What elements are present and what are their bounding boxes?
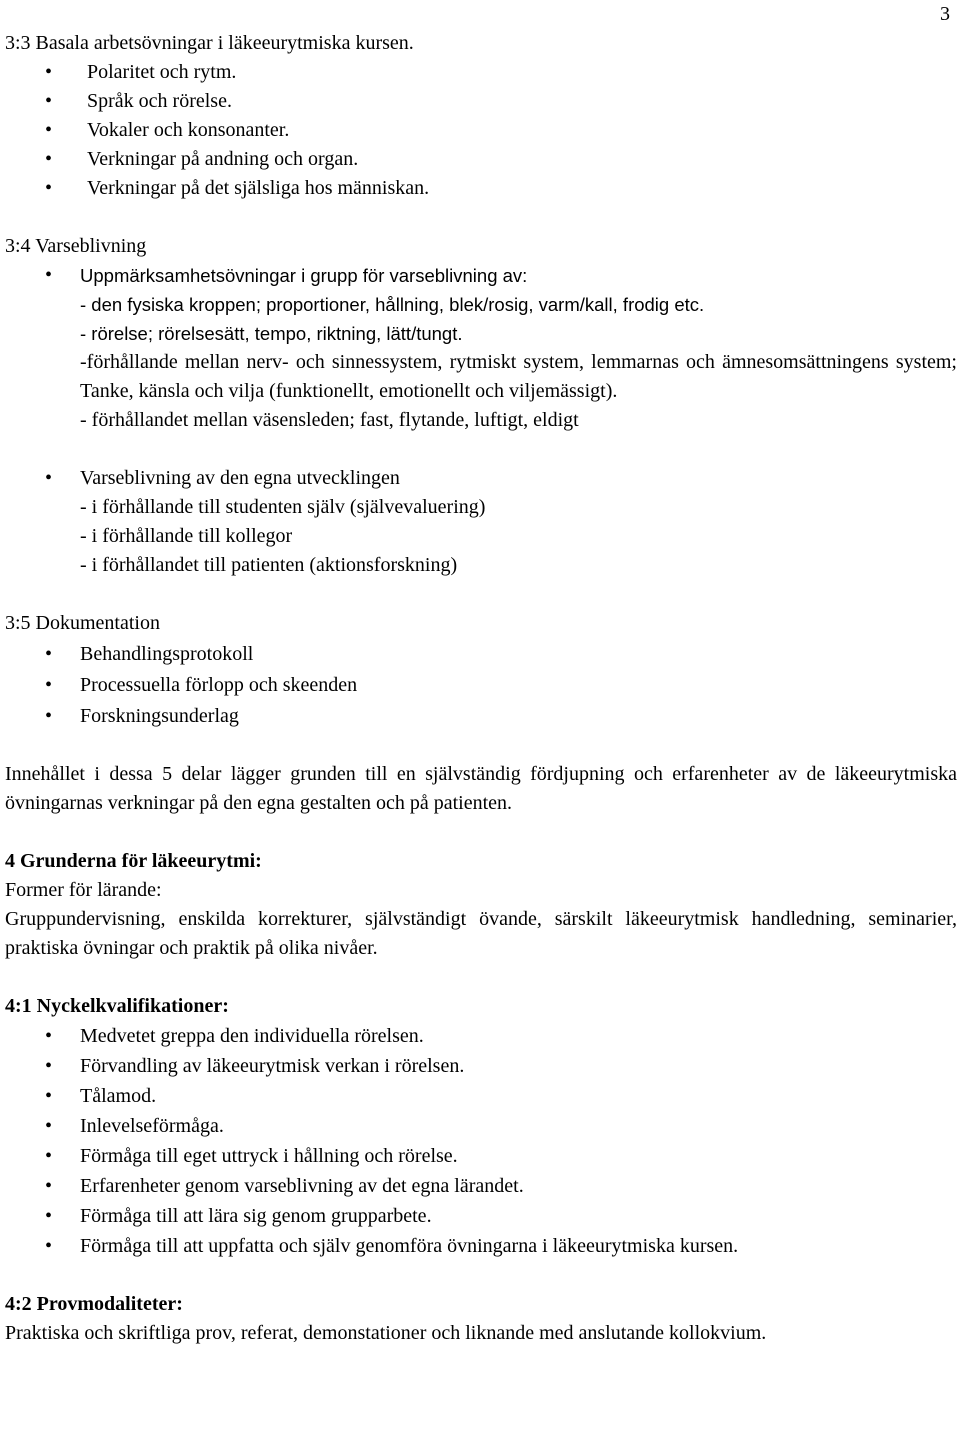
section-4-text: Gruppundervisning, enskilda korrekturer, självständigt övande, särskilt läkeeurytmisk handledning, seminarier, praktiska övningar och praktik på olika nivåer.	[5, 908, 957, 959]
bullet-icon: •	[45, 1235, 53, 1257]
list-item: • Medvetet greppa den individuella rörelsen.	[5, 1022, 957, 1051]
bullet-icon: •	[45, 1085, 53, 1107]
sub-item: - förhållandet mellan väsensleden; fast, flytande, luftigt, eldigt	[80, 409, 579, 431]
list-item: • Förmåga till att lära sig genom grupparbete.	[5, 1202, 957, 1231]
list-item: • Forskningsunderlag	[5, 702, 957, 731]
sub-item: - i förhållande till kollegor	[80, 525, 293, 547]
section-4-heading: 4 Grunderna för läkeeurytmi:	[5, 850, 262, 872]
section-3-3-heading: 3:3 Basala arbetsövningar i läkeeurytmiska kursen.	[5, 32, 414, 54]
list-item: • Polaritet och rytm.	[5, 58, 957, 87]
bullet-icon: •	[45, 177, 53, 199]
bullet-icon: •	[45, 467, 53, 489]
bullet-icon: •	[45, 643, 53, 665]
list-item: • Uppmärksamhetsövningar i grupp för varseblivning av:	[5, 261, 957, 290]
list-item: • Processuella förlopp och skeenden	[5, 671, 957, 700]
bullet-icon: •	[45, 119, 53, 141]
section-3-3-list	[5, 58, 957, 203]
section-3-5-heading: 3:5 Dokumentation	[5, 612, 160, 634]
sub-item: - rörelse; rörelsesätt, tempo, riktning, lätt/tungt.	[80, 323, 463, 344]
list-item: • Inlevelseförmåga.	[5, 1112, 957, 1141]
page-number: 3	[940, 3, 950, 25]
bullet-icon: •	[45, 1205, 53, 1227]
bullet-icon: •	[45, 90, 53, 112]
bullet-icon: •	[45, 705, 53, 727]
sub-item: - den fysiska kroppen; proportioner, hållning, blek/rosig, varm/kall, frodig etc.	[80, 294, 705, 315]
section-3-4-heading: 3:4 Varseblivning	[5, 235, 147, 257]
bullet-icon: •	[45, 1055, 53, 1077]
bullet-icon: •	[45, 1115, 53, 1137]
bullet-icon: •	[45, 148, 53, 170]
bullet-icon: •	[45, 61, 53, 83]
list-item: • Förmåga till eget uttryck i hållning och rörelse.	[5, 1142, 957, 1171]
summary-paragraph: Innehållet i dessa 5 delar lägger grunden till en självständig fördjupning och erfarenheter av de läkeeurytmiska övningarnas verkningar på den egna gestalten och på patienten.	[5, 763, 957, 814]
section-3-5-list	[5, 640, 957, 731]
section-4-2-text: Praktiska och skriftliga prov, referat, demonstationer och liknande med anslutande kollokvium.	[5, 1322, 767, 1344]
list-item: • Tålamod.	[5, 1082, 957, 1111]
sub-item: -förhållande mellan nerv- och sinnessystem, rytmiskt system, lemmarnas och ämnesomsättningens system; Tanke, känsla och vilja (funktionellt, emotionellt och viljemässigt).	[80, 351, 957, 402]
section-4-1-heading: 4:1 Nyckelkvalifikationer:	[5, 995, 229, 1017]
sub-item: - i förhållandet till patienten (aktionsforskning)	[80, 554, 458, 576]
list-item: • Varseblivning av den egna utvecklingen	[5, 464, 957, 493]
sub-item: - i förhållande till studenten själv (självevaluering)	[80, 496, 486, 518]
list-item: • Verkningar på andning och organ.	[5, 145, 957, 174]
section-4-1-list	[5, 1022, 957, 1261]
list-item: • Behandlingsprotokoll	[5, 640, 957, 669]
list-item: • Förvandling av läkeeurytmisk verkan i rörelsen.	[5, 1052, 957, 1081]
section-4-subheading: Former för lärande:	[5, 879, 162, 901]
bullet-icon: •	[45, 1025, 53, 1047]
section-4-2-heading: 4:2 Provmodaliteter:	[5, 1293, 183, 1315]
bullet-icon: •	[45, 1175, 53, 1197]
bullet-icon: •	[45, 674, 53, 696]
bullet-icon: •	[45, 264, 53, 286]
list-item: • Vokaler och konsonanter.	[5, 116, 957, 145]
list-item: • Verkningar på det själsliga hos människan.	[5, 174, 957, 203]
bullet-icon: •	[45, 1145, 53, 1167]
document-page	[5, 0, 957, 1348]
list-item: • Förmåga till att uppfatta och själv genomföra övningarna i läkeeurytmiska kursen.	[5, 1232, 957, 1261]
list-item: • Språk och rörelse.	[5, 87, 957, 116]
list-item: • Erfarenheter genom varseblivning av det egna lärandet.	[5, 1172, 957, 1201]
